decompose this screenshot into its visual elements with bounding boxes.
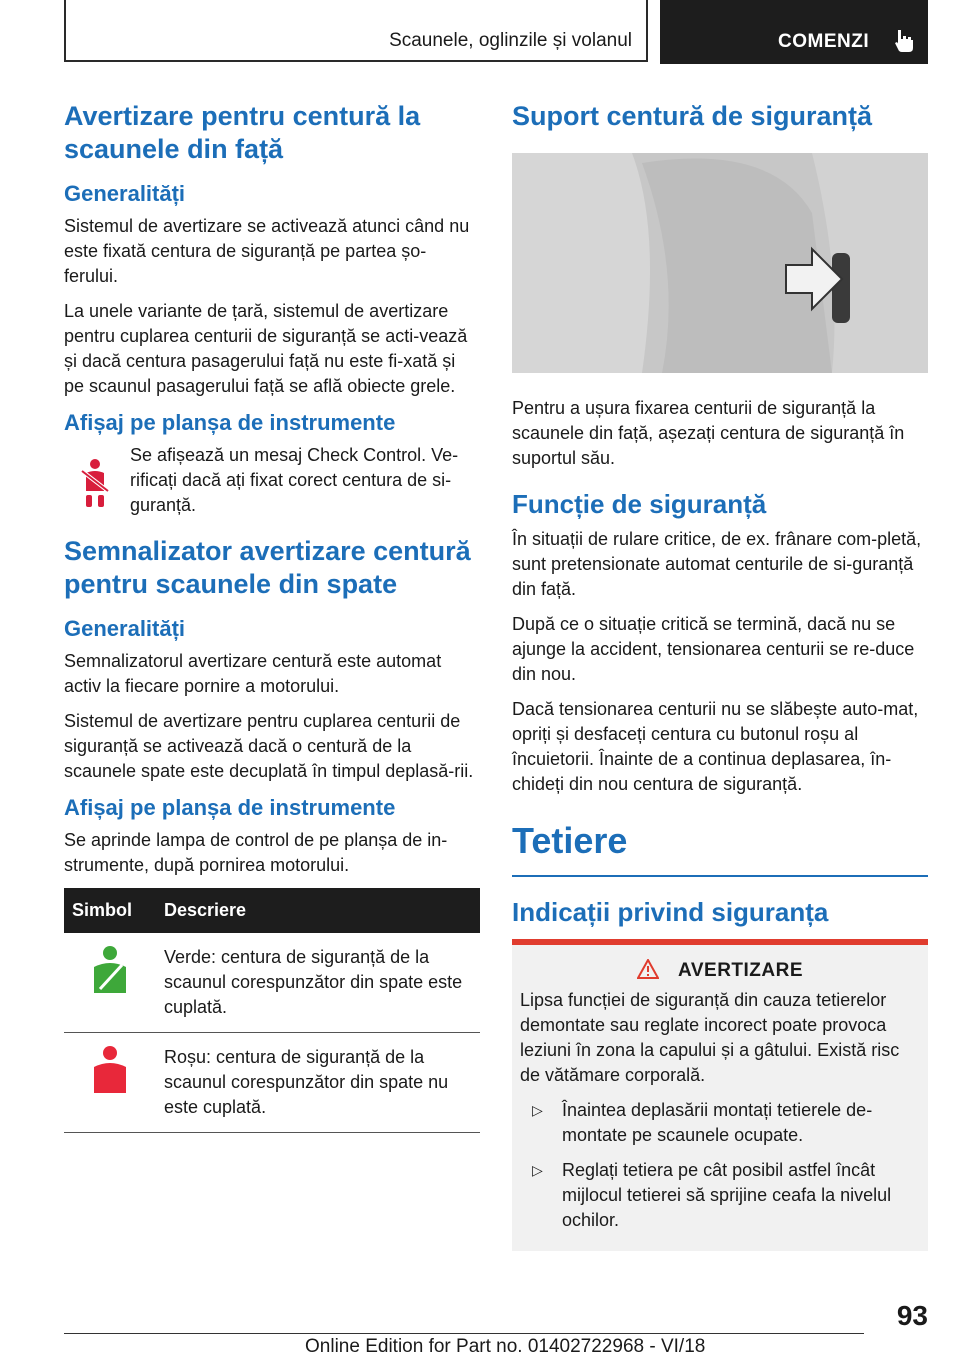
seatbelt-warning-icon bbox=[78, 457, 112, 509]
description-cell: Verde: centura de siguranță de la scaunul corespunzător din spate este cuplată. bbox=[156, 933, 480, 1033]
paragraph: Dacă tensionarea centurii nu se slăbește auto-mat, opriți și desfaceți centura cu butonul roșu al încuietorii. Înainte de a continua deplasarea, în-chideți din nou centura de siguranță. bbox=[512, 699, 919, 794]
paragraph: Semnalizatorul avertizare centură este automat activ la fiecare pornire a motorului. bbox=[64, 651, 442, 696]
section-title: Scaunele, oglinzile și volanul bbox=[389, 30, 632, 51]
left-column bbox=[64, 100, 480, 1133]
front-seat-warning-heading: Avertizare pentru centură la scaunele din față bbox=[64, 101, 421, 164]
instrument-display-heading: Afișaj pe planșa de instrumente bbox=[64, 795, 396, 820]
paragraph: Pentru a ușura fixarea centurii de siguranță la scaunele din față, așezați centura de siguranță în suportul său. bbox=[512, 398, 905, 468]
paragraph: Se aprinde lampa de control de pe planșa de in-strumente, după pornirea motorului. bbox=[64, 830, 448, 875]
description-cell: Roșu: centura de siguranță de la scaunul corespunzător din spate nu este cuplată. bbox=[156, 1033, 480, 1133]
chapter-tab bbox=[660, 0, 928, 64]
safety-notes-heading: Indicații privind siguranța bbox=[512, 897, 829, 927]
general-heading: Generalități bbox=[64, 616, 186, 641]
list-item: ▷ Reglați tetiera pe cât posibil astfel încât mijlocul tetierei să sprijine ceafa la nivelul ochilor. bbox=[520, 1158, 920, 1233]
page-number: 93 bbox=[896, 1300, 928, 1331]
green-seatbelt-icon bbox=[88, 945, 132, 995]
table-header-row bbox=[64, 888, 480, 933]
warning-title-row bbox=[520, 959, 920, 982]
instrument-display-heading: Afișaj pe planșa de instrumente bbox=[64, 410, 396, 435]
symbol-cell bbox=[64, 1033, 156, 1133]
symbol-table bbox=[64, 888, 480, 1133]
paragraph: În situații de rulare critice, de ex. frânare com-pletă, sunt pretensionate automat centurile de si-guranță din față. bbox=[512, 529, 922, 599]
footer-rule bbox=[64, 1333, 864, 1334]
table-header-description: Descriere bbox=[156, 888, 480, 933]
warning-box bbox=[512, 939, 928, 1251]
list-item: ▷ Înaintea deplasării montați tetierele de-montate pe scaunele ocupate. bbox=[520, 1098, 920, 1148]
table-header-symbol: Simbol bbox=[64, 888, 156, 933]
table-row bbox=[64, 1033, 480, 1133]
symbol-cell bbox=[64, 933, 156, 1033]
pointing-hand-icon bbox=[890, 26, 918, 54]
paragraph: La unele variante de țară, sistemul de avertizare pentru cuplarea centurii de siguranță se acti-vează și dacă centura pasagerului față nu este fi-xată și pe scaunul pasagerului față se află obiecte grele. bbox=[64, 301, 468, 396]
check-control-row bbox=[64, 443, 480, 523]
paragraph: Sistemul de avertizare se activează atunci când nu este fixată centura de siguranță pe partea șo-ferului. bbox=[64, 216, 470, 286]
table-row bbox=[64, 933, 480, 1033]
section-tab bbox=[64, 0, 648, 62]
red-seatbelt-icon bbox=[88, 1045, 132, 1095]
warning-title: AVERTIZARE bbox=[678, 960, 804, 981]
footer-edition: Online Edition for Part no. 01402722968 - VI/18 bbox=[305, 1336, 706, 1357]
warning-text: Lipsa funcției de siguranță din cauza tetierelor demontate sau reglate incorect poate provoca leziuni în zona la capului și a gâtului. Există risc de vătămare corporală. bbox=[520, 990, 900, 1085]
page-header bbox=[64, 0, 928, 64]
paragraph: Sistemul de avertizare pentru cuplarea centurii de siguranță se activează dacă o centură de la scaunele spate este decuplată în timpul deplasă-rii. bbox=[64, 711, 474, 781]
headrests-heading: Tetiere bbox=[512, 820, 628, 861]
heading-rule bbox=[512, 875, 928, 877]
rear-seat-warning-heading: Semnalizator avertizare centură pentru scaunele din spate bbox=[64, 536, 471, 599]
safety-function-heading: Funcție de siguranță bbox=[512, 489, 767, 519]
seat-photo-image bbox=[512, 153, 928, 373]
belt-holder-heading: Suport centură de siguranță bbox=[512, 101, 873, 131]
right-column bbox=[512, 100, 928, 1251]
check-control-text: Se afișează un mesaj Check Control. Ve-rificați dacă ați fixat corect centura de si-guranță. bbox=[130, 445, 459, 515]
chapter-title: COMENZI bbox=[778, 31, 870, 52]
paragraph: După ce o situație critică se termină, dacă nu se ajunge la accident, tensionarea centurii se re-duce din nou. bbox=[512, 614, 915, 684]
general-heading: Generalități bbox=[64, 181, 186, 206]
warning-triangle-icon bbox=[637, 959, 659, 979]
